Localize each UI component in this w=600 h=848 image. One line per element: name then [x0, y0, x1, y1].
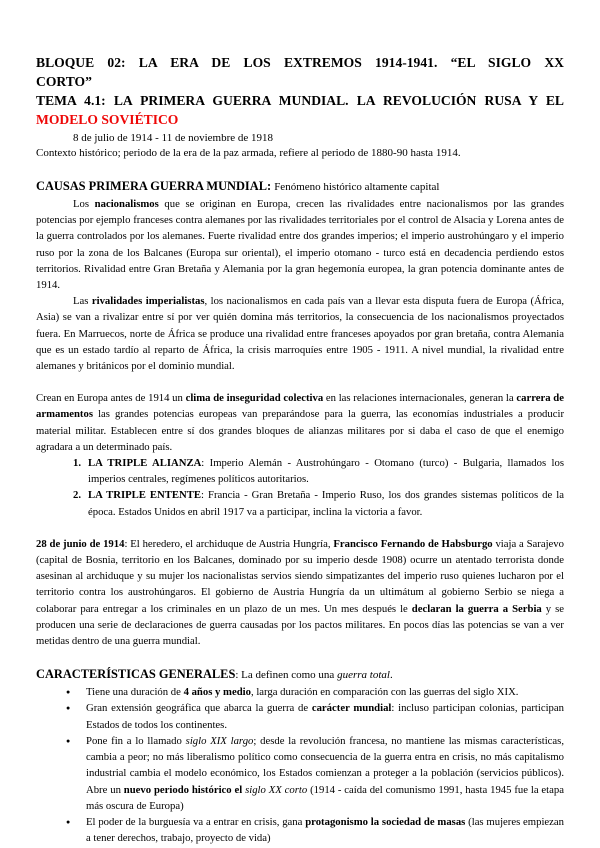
bullet-item-duracion [36, 684, 564, 700]
list-number: 2. [73, 489, 82, 502]
date-range: 8 de julio de 1914 - 11 de noviembre de 1918 [73, 132, 273, 144]
list-item-triple-entente [36, 487, 564, 519]
list-number: 1. [73, 457, 82, 470]
bullet-icon: ● [66, 736, 71, 745]
bullet-icon: ● [66, 704, 71, 713]
tema-title-red: MODELO SOVIÉTICO [36, 112, 179, 127]
causas-heading: CAUSAS PRIMERA GUERRA MUNDIAL: Fenómeno histórico altamente capital [36, 179, 440, 193]
bullet-item-fin-siglo-xix [36, 733, 564, 814]
bullet-text: Pone fin a lo llamado siglo XIX largo; desde la revolución francesa, no mantiene las mismas características, cambia a peor; no más liberalismo político como consecuencia de la guerra entra en crisis, no más capitalismo industrial cambia el modelo económico, los Estados comienzan a proteger a la población (servicios públicos). Abre un nuevo periodo histórico el siglo XX corto (1914 - caída del comunismo 1991, hasta 1945 fue la etapa más oscura de Europa) [86, 734, 564, 812]
context-line: Contexto histórico; periodo de la era de la paz armada, refiere al periodo de 1880-90 hasta 1914. [36, 147, 461, 159]
list-item-text: LA TRIPLE ENTENTE: Francia - Gran Bretaña - Imperio Ruso, los dos grandes sistemas políticos de la época. Estados Unidos en abril 1917 va a participar, inclina la victoria a favor. [88, 489, 565, 518]
caracteristicas-heading: CARACTERÍSTICAS GENERALES: La definen como una guerra total. [36, 667, 393, 682]
bullet-text: Gran extensión geográfica que abarca la guerra de carácter mundial: incluso participan colonias, participan Estados de todos los continentes. [86, 702, 564, 731]
block-title-line1: BLOQUE 02: LA ERA DE LOS EXTREMOS 1914-1941. “EL SIGLO XX [36, 55, 564, 70]
bullet-item-burguesia-crisis [36, 814, 564, 846]
paragraph-nacionalismos: Los nacionalismos que se originan en Europa, crecen las rivalidades entre nacionalismos por las grandes potencias por ejemplo franceses contra alemanes por las rivalidades territoriales por el control de Alsacia y Lorena antes de la guerra controlados por los alemanes. Fuerte rivalidad entre dos grandes imperios; el imperio austrohúngaro y el imperio ruso por la zona de los Balcanes (Europa sur oriental), el imperio otomano - turco está en decadencia perdiendo estos territorios. Rivalidad entre Gran Bretaña y Alemania por la gran hegemonía europea, la gran potencia dominante antes de 1914. [36, 198, 564, 292]
paragraph-atentado-sarajevo: 28 de junio de 1914: El heredero, el archiduque de Austria Hungría, Francisco Fernando de Habsburgo viaja a Sarajevo (capital de Bosnia, territorio en los Balcanes, dominado por su imperio desde 1908) ocurre un atentado terrorista donde asesinan al archiduque y su mujer los nacionalistas servios siendo simpatizantes del imperio ruso quienes lucharon por el territorio contra los austrohúngaros. El gobierno de Austria Hungría da un ultimátum al gobierno Serbio se niega a colaborar para entregar a los criminales en un plazo de un mes. Un mes después le declaran la guerra a Serbia y se producen una serie de declaraciones de guerra causadas por los pactos militares. En pocos días las potencias se van a ver metidas dentro de una guerra mundial. [36, 537, 565, 648]
list-item-triple-alianza [36, 455, 564, 487]
bullet-text: Tiene una duración de 4 años y medio, larga duración en comparación con las guerras del siglo XIX. [86, 686, 519, 699]
block-title-line2: CORTO” [36, 74, 92, 89]
bullet-icon: ● [66, 688, 71, 697]
list-item-text: LA TRIPLE ALIANZA: Imperio Alemán - Austrohúngaro - Otomano (turco) - Bulgaria, llamados los imperios centrales, regímenes políticos autoritarios. [88, 457, 564, 486]
tema-title-line1: TEMA 4.1: LA PRIMERA GUERRA MUNDIAL. LA REVOLUCIÓN RUSA Y EL [36, 93, 564, 108]
paragraph-clima-inseguridad: Crean en Europa antes de 1914 un clima de inseguridad colectiva en las relaciones internacionales, generan la carrera de armamentos las grandes potencias europeas van preparándose para la guerra, las economías industriales a producir material militar. Establecen entre sí dos grandes bloques de alianzas militares por si daba el caso de que el enemigo agradara a un determinado país. [36, 392, 564, 453]
paragraph-rivalidades-imperialistas: Las rivalidades imperialistas, los nacionalismos en cada país van a llevar esta disputa fuera de Europa (África, Asia) se van a rivalizar entre sí por ver quién domina más territorios, la consecuencia de los nacionalismos proyectados fuera. En Marruecos, norte de África se produce una rivalidad entre franceses apoyados por gran bretaña, contra Alemania que es un estado tardío al reparto de África, la crisis marroquíes entre 1905 - 1911. A nivel mundial, la rivalidad entre alemanes y británicos por el dominio mundial. [36, 295, 564, 373]
bullet-icon: ● [66, 817, 71, 826]
bullet-text: El poder de la burguesía va a entrar en crisis, gana protagonismo la sociedad de masas (las mujeres empiezan a tener derechos, trabajo, proyecto de vida) [86, 815, 564, 845]
bullet-item-extension-geografica [36, 700, 564, 732]
